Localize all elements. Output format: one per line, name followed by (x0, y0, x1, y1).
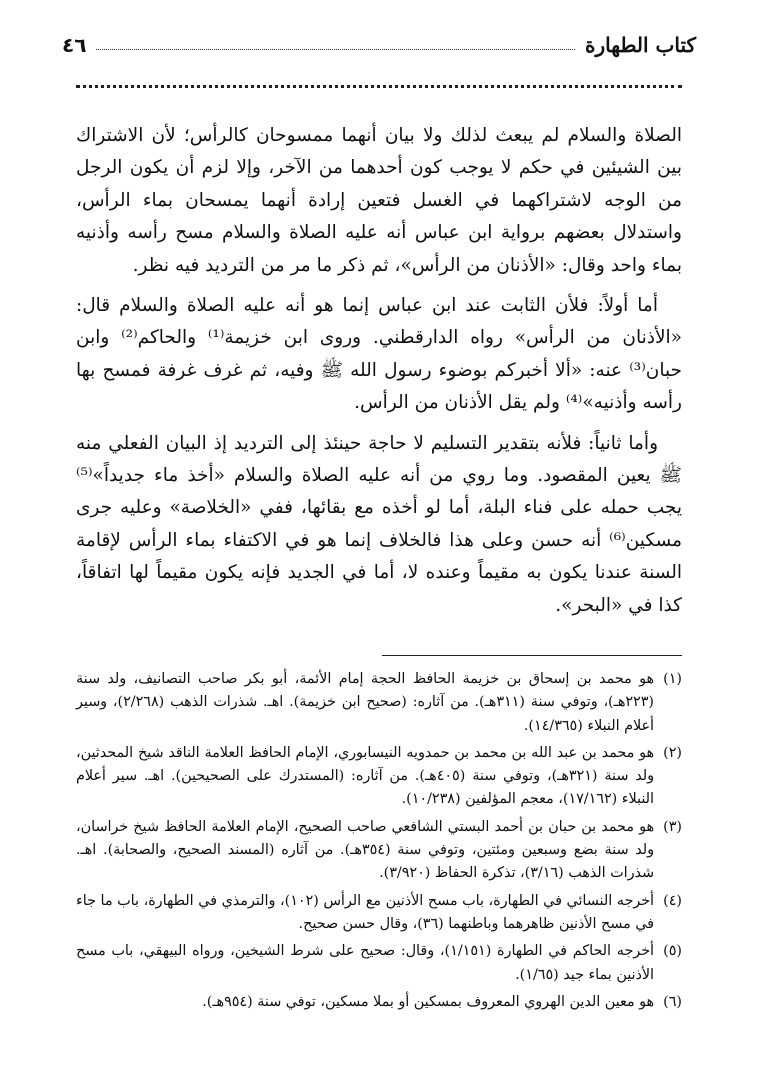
footnote-number: (١) (663, 671, 682, 687)
paragraph: الصلاة والسلام لم يبعث لذلك ولا بيان أنهما ممسوحان كالرأس؛ لأن الاشتراك بين الشيئين في حكم لا يوجب كون أحدهما من الآخر، وإلا لزم أن يكون الرجل من الوجه لاشتراكهما في الغسل فتعين إرادة أنهما يمسحان بماء الرأس، واستدلال بعضهم برواية ابن عباس أنه عليه الصلاة والسلام مسح رأسه وأذنيه بماء واحد وقال: «الأذنان من الرأس»، ثم ذكر ما مر من الترديد فيه نظر. (76, 125, 682, 276)
footnote (76, 742, 682, 812)
footnote (76, 668, 682, 738)
chapter-title: كتاب الطهارة (585, 33, 696, 57)
footnote (76, 890, 682, 937)
footnote-text: هو معين الدين الهروي المعروف بمسكين أو بملا مسكين، توفي سنة (٩٥٤هـ). (202, 993, 654, 1010)
footnote-number: (٥) (663, 943, 682, 960)
running-header (62, 30, 696, 60)
footnotes (76, 668, 682, 1018)
header-separator (76, 85, 682, 88)
footnote-text: أخرجه الحاكم في الطهارة (١/١٥١)، وقال: صحيح على شرط الشيخين، ورواه البيهقي، باب مسح الأذنين بماء جيد (١/٦٥). (76, 943, 655, 983)
footnote (76, 940, 682, 987)
footnote-text: هو محمد بن عبد الله بن محمد بن حمدويه النيسابوري، الإمام الحافظ العلامة الناقد شيخ المحدثين، ولد سنة (٣٢١هـ)، وتوفي سنة (٤٠٥هـ). من آثاره: (المستدرك على الصحيحين). اهـ. سير أعلام النبلاء (١٧/١٦٢)، معجم المؤلفين (١٠/٢٣٨). (76, 744, 654, 808)
footnote (76, 991, 682, 1014)
footnote-number: (٤) (663, 892, 682, 909)
paragraph: وأما ثانياً: فلأنه بتقدير التسليم لا حاجة حينئذ إلى الترديد إذ البيان الفعلي منه ﷺ يعين المقصود. وما روي من أنه عليه الصلاة والسلام «أخذ ماء جديداً»⁽⁵⁾ يجب حمله على فناء البلة، أما لو أخذه مع بقائها، ففي «الخلاصة» وعليه جرى مسكين⁽⁶⁾ أنه حسن وعلى هذا فالخلاف إنما هو في الاكتفاء بماء الرأس لإقامة السنة عندنا يكون به مقيماً وعنده لا، أما في الجديد فإنه يكون مقيماً لها اتفاقاً، كذا في «البحر». (76, 432, 682, 616)
page-number: ٤٦ (62, 33, 87, 57)
footnote (76, 816, 682, 886)
footnote-separator (382, 655, 682, 656)
header-dotted-leader (96, 49, 575, 50)
main-text (76, 120, 682, 630)
footnote-text: هو محمد بن حبان بن أحمد البستي الشافعي صاحب الصحيح، الإمام العلامة الحافظ شيخ خراسان، ولد سنة بضع وسبعين ومئتين، وتوفي سنة (٣٥٤هـ). من آثاره (المسند الصحيح، والصحابة). اهـ. شذرات الذهب (٣/١٦)، تذكرة الحفاظ (٣/٩٢٠). (76, 818, 654, 882)
footnote-number: (٣) (663, 818, 682, 835)
paragraph: أما أولاً: فلأن الثابت عند ابن عباس إنما هو أنه عليه الصلاة والسلام قال: «الأذنان من الرأس» رواه الدارقطني. وروى ابن خزيمة⁽¹⁾ والحاكم⁽²⁾ وابن حبان⁽³⁾ عنه: «ألا أخبركم بوضوء رسول الله ﷺ وفيه، ثم غرف غرفة فمسح بها رأسه وأذنيه»⁽⁴⁾ ولم يقل الأذنان من الرأس. (76, 295, 682, 414)
footnote-number: (٦) (663, 993, 682, 1010)
footnote-text: أخرجه النسائي في الطهارة، باب مسح الأذنين مع الرأس (١٠٢)، والترمذي في الطهارة، باب ما جاء في مسح الأذنين ظاهرهما وباطنهما (٣٦)، وقال حسن صحيح. (76, 892, 655, 932)
footnote-text: هو محمد بن إسحاق بن خزيمة الحافظ الحجة إمام الأئمة، أبو بكر صاحب التصانيف، ولد سنة (٢٢٣هـ)، وتوفي سنة (٣١١هـ). من آثاره: (صحيح ابن خزيمة). اهـ. شذرات الذهب (٢/٢٦٨)، وسير أعلام النبلاء (١٤/٣٦٥). (76, 671, 654, 734)
footnote-number: (٢) (663, 744, 682, 761)
